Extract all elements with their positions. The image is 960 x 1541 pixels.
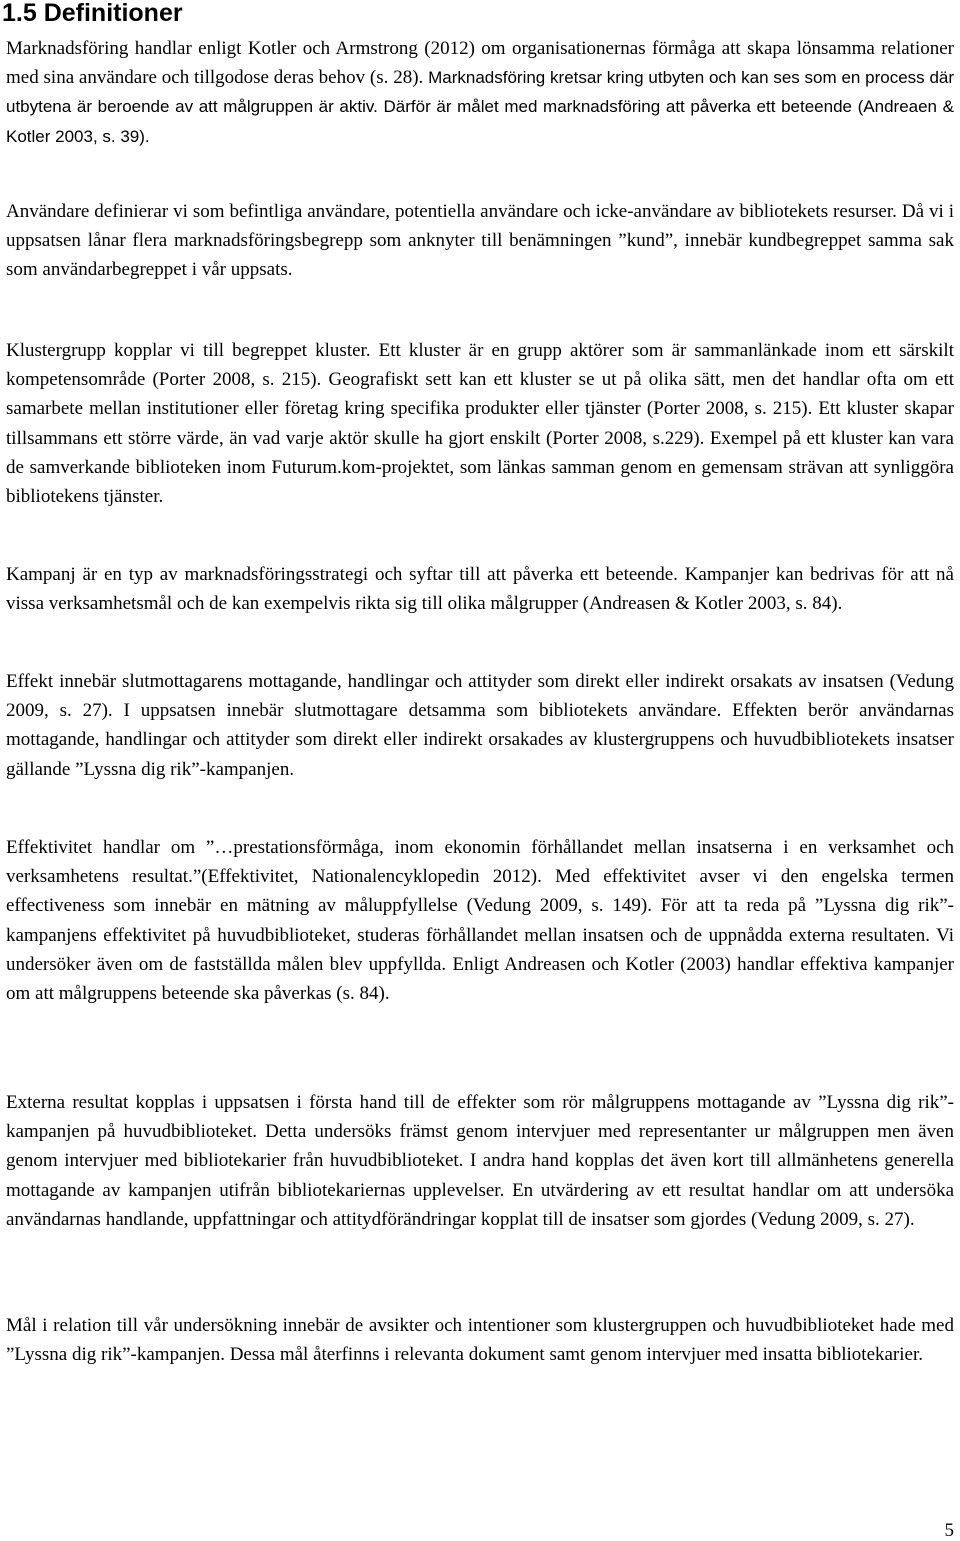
paragraph-mal: Mål i relation till vår undersökning innebär de avsikter och intentioner som klustergruppen och huvudbiblioteket hade med ”Lyssna dig rik”-kampanjen. Dessa mål återfinns i relevanta dokument samt genom intervjuer med insatta bibliotekarier.: [6, 1315, 954, 1366]
paragraph-marknadsforing-part2: Marknadsföring kretsar kring utbyten och kan ses som en process där utbytena är beroende av att målgruppen är aktiv. Därför är målet med marknadsföring att påverka ett beteende (Andreaen & Kotler 2003, s. 39).: [6, 68, 955, 146]
paragraph-anvandare-part2: Då vi i uppsatsen lånar flera marknadsföringsbegrepp som anknyter till benämningen ”kund”, innebär kundbegreppet samma sak som användarbegreppet i vår uppsats.: [6, 201, 955, 281]
section-heading: 1.5 Definitioner: [2, 0, 183, 27]
paragraph-marknadsforing-part1: Marknadsföring handlar enligt Kotler och Armstrong (2012) om organisationernas förmåga att skapa lönsamma relationer med sina användare och tillgodose deras behov (s. 28).: [6, 38, 954, 89]
paragraph-anvandare: [6, 197, 954, 285]
paragraph-anvandare-part1: Användare definierar vi som befintliga användare, potentiella användare och icke-användare av bibliotekets resurser.: [6, 201, 897, 222]
paragraph-externa-resultat: Externa resultat kopplas i uppsatsen i första hand till de effekter som rör målgruppens mottagande av ”Lyssna dig rik”-kampanjen på huvudbiblioteket. Detta undersöks främst genom intervjuer med representanter ur målgruppen men även genom intervjuer med bibliotekarier från huvudbiblioteket. I andra hand kopplas det även kort till allmänhetens generella mottagande av kampanjen utifrån bibliotekariernas upplevelser. En utvärdering av ett resultat handlar om att undersöka användarnas handlande, uppfattningar och attitydförändringar kopplat till de insatser som gjordes (Vedung 2009, s. 27).: [6, 1092, 954, 1230]
paragraph-kampanj: Kampanj är en typ av marknadsföringsstrategi och syftar till att påverka ett beteende. Kampanjer kan bedrivas för att nå vissa verksamhetsmål och de kan exempelvis rikta sig till olika målgrupper (Andreasen & Kotler 2003, s. 84).: [6, 564, 954, 615]
paragraph-klustergrupp: Klustergrupp kopplar vi till begreppet kluster. Ett kluster är en grupp aktörer som är sammanlänkade inom ett särskilt kompetensområde (Porter 2008, s. 215). Geografiskt sett kan ett kluster se ut på olika sätt, men det handlar ofta om ett samarbete mellan institutioner eller företag kring specifika produkter eller tjänster (Porter 2008, s. 215). Ett kluster skapar tillsammans ett större värde, än vad varje aktör skulle ha gjort enskilt (Porter 2008, s.229). Exempel på ett kluster kan vara de samverkande biblioteken inom Futurum.kom-projektet, som länkas samman genom en gemensam strävan att synliggöra bibliotekens tjänster.: [6, 340, 954, 508]
paragraph-effekt: Effekt innebär slutmottagarens mottagande, handlingar och attityder som direkt eller indirekt orsakats av insatsen (Vedung 2009, s. 27). I uppsatsen innebär slutmottagare detsamma som bibliotekets användare. Effekten berör användarnas mottagande, handlingar och attityder som direkt eller indirekt orsakades av klustergruppens och huvudbibliotekets insatser gällande ”Lyssna dig rik”-kampanjen.: [6, 671, 954, 780]
paragraph-marknadsforing: [6, 34, 954, 151]
page-number: 5: [944, 1520, 954, 1541]
paragraph-effektivitet: Effektivitet handlar om ”…prestationsförmåga, inom ekonomin förhållandet mellan insatserna i en verksamhet och verksamhetens resultat.”(Effektivitet, Nationalencyklopedin 2012). Med effektivitet avser vi den engelska termen effectiveness som innebär en mätning av måluppfyllelse (Vedung 2009, s. 149). För att ta reda på ”Lyssna dig rik”-kampanjens effektivitet på huvudbiblioteket, studeras förhållandet mellan insatsen och de uppnådda externa resultaten. Vi undersöker även om de fastställda målen blev uppfyllda. Enligt Andreasen och Kotler (2003) handlar effektiva kampanjer om att målgruppens beteende ska påverkas (s. 84).: [6, 837, 954, 1005]
